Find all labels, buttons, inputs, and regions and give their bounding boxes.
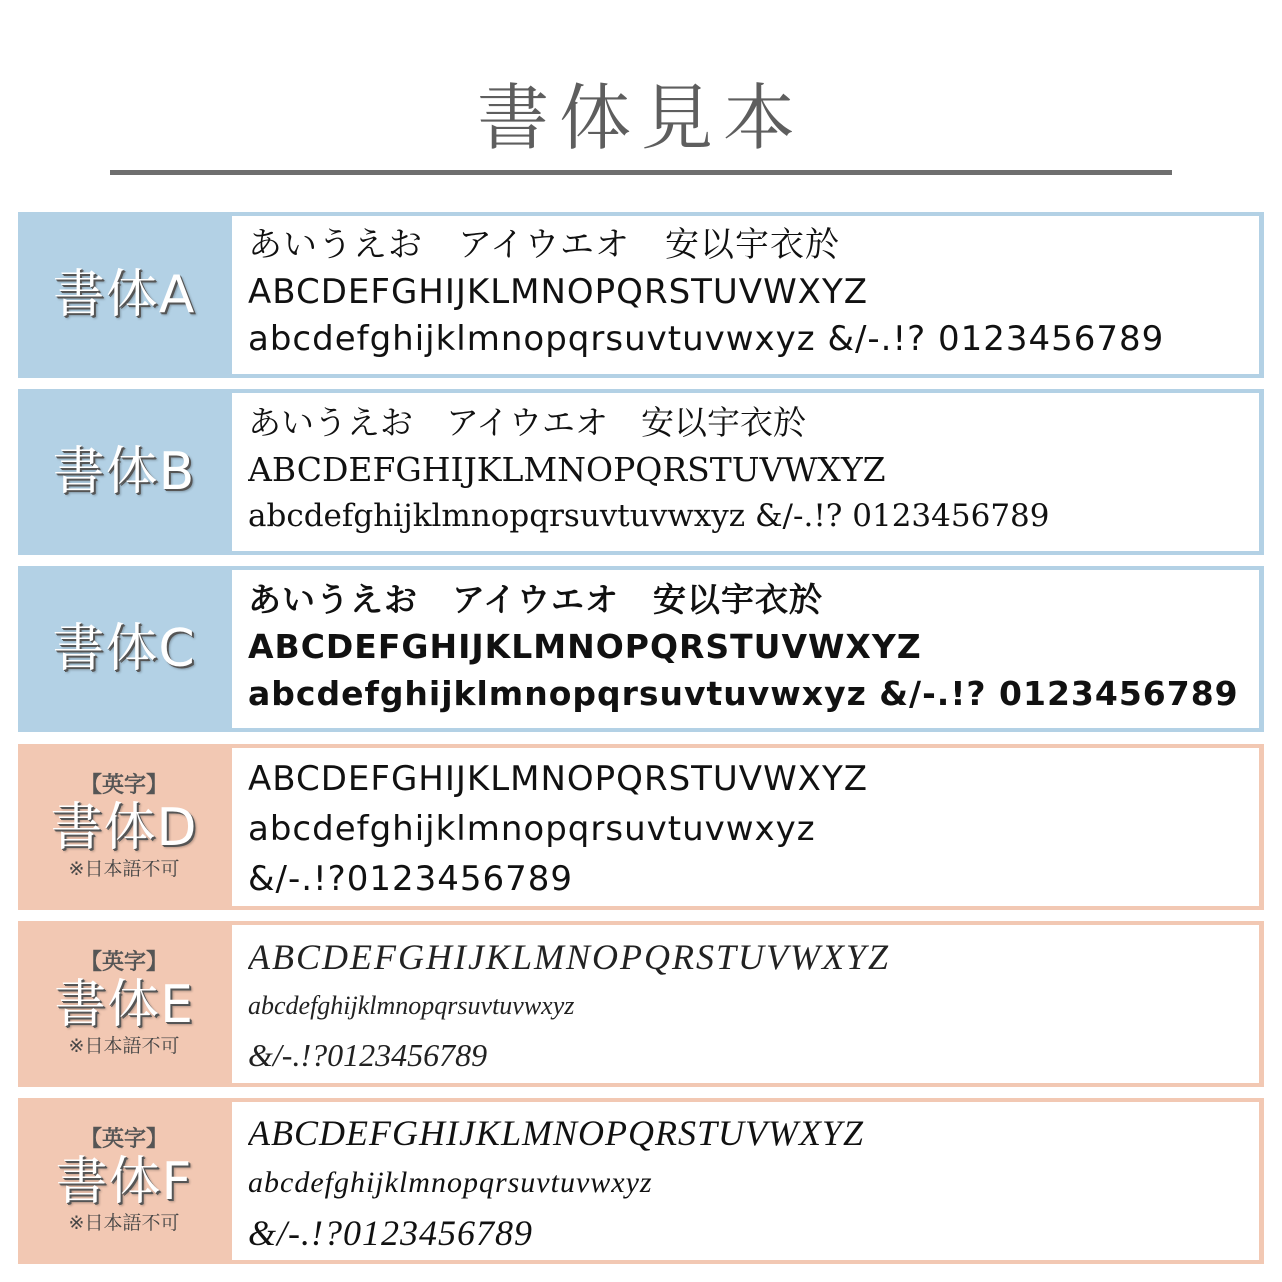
font-sample-row-e <box>18 921 1264 1087</box>
sample-kana-kanji: あいうえお アイウエオ 安以宇衣於 <box>248 225 840 265</box>
font-sample-panel <box>232 216 1259 374</box>
font-sample-row-d <box>18 744 1264 910</box>
font-sample-panel <box>232 570 1259 728</box>
font-label-a <box>18 212 230 378</box>
title-underline <box>110 170 1172 175</box>
font-name: 書体B <box>52 442 196 502</box>
sample-uppercase: ABCDEFGHIJKLMNOPQRSTUVWXYZ <box>248 450 886 489</box>
font-label-b <box>18 389 230 555</box>
font-name: 書体F <box>55 1152 193 1212</box>
font-label-f <box>18 1098 230 1264</box>
font-label-d <box>18 744 230 910</box>
sample-uppercase: ABCDEFGHIJKLMNOPQRSTUVWXYZ <box>248 627 922 666</box>
font-name: 書体E <box>54 975 194 1035</box>
english-only-tag: 【英字】 <box>79 773 168 798</box>
font-sample-panel <box>232 1102 1259 1260</box>
sample-uppercase: ABCDEFGHIJKLMNOPQRSTUVWXYZ <box>248 272 869 312</box>
english-only-tag: 【英字】 <box>79 1127 168 1152</box>
sample-kana-kanji: あいうえお アイウエオ 安以宇衣於 <box>248 403 807 442</box>
font-name: 書体C <box>52 619 196 679</box>
font-label-c <box>18 566 230 732</box>
sample-uppercase: ABCDEFGHIJKLMNOPQRSTUVWXYZ <box>248 937 890 977</box>
sample-lowercase: abcdefghijklmnopqrsuvtuvwxyz <box>248 991 575 1020</box>
font-sample-panel <box>232 393 1259 551</box>
font-name: 書体D <box>50 798 198 858</box>
font-sample-row-a <box>18 212 1264 378</box>
sample-lowercase-digits: abcdefghijklmnopqrsuvtuvwxyz &/-.!? 0123456789 <box>248 674 1239 713</box>
no-japanese-note: ※日本語不可 <box>68 858 180 880</box>
no-japanese-note: ※日本語不可 <box>68 1035 180 1057</box>
font-sample-row-c <box>18 566 1264 732</box>
font-label-e <box>18 921 230 1087</box>
sample-symbols-digits: &/-.!?0123456789 <box>248 859 574 899</box>
font-sample-panel <box>232 748 1259 906</box>
sample-lowercase-digits: abcdefghijklmnopqrsuvtuvwxyz &/-.!? 0123456789 <box>248 319 1165 359</box>
sample-symbols-digits: &/-.!?0123456789 <box>248 1213 533 1253</box>
page-title: 書体見本 <box>476 76 805 160</box>
sample-kana-kanji: あいうえお アイウエオ 安以宇衣於 <box>248 580 824 619</box>
sample-lowercase: abcdefghijklmnopqrsuvtuvwxyz <box>248 1166 653 1199</box>
font-sample-row-b <box>18 389 1264 555</box>
sample-lowercase: abcdefghijklmnopqrsuvtuvwxyz <box>248 809 816 849</box>
font-name: 書体A <box>52 265 196 325</box>
sample-uppercase: ABCDEFGHIJKLMNOPQRSTUVWXYZ <box>248 759 869 799</box>
font-sample-panel <box>232 925 1259 1083</box>
font-sample-row-f <box>18 1098 1264 1264</box>
no-japanese-note: ※日本語不可 <box>68 1212 180 1234</box>
english-only-tag: 【英字】 <box>79 950 168 975</box>
sample-symbols-digits: &/-.!?0123456789 <box>248 1037 488 1073</box>
sample-uppercase: ABCDEFGHIJKLMNOPQRSTUVWXYZ <box>248 1113 864 1153</box>
sample-lowercase-digits: abcdefghijklmnopqrsuvtuvwxyz &/-.!? 0123456789 <box>248 498 1050 534</box>
